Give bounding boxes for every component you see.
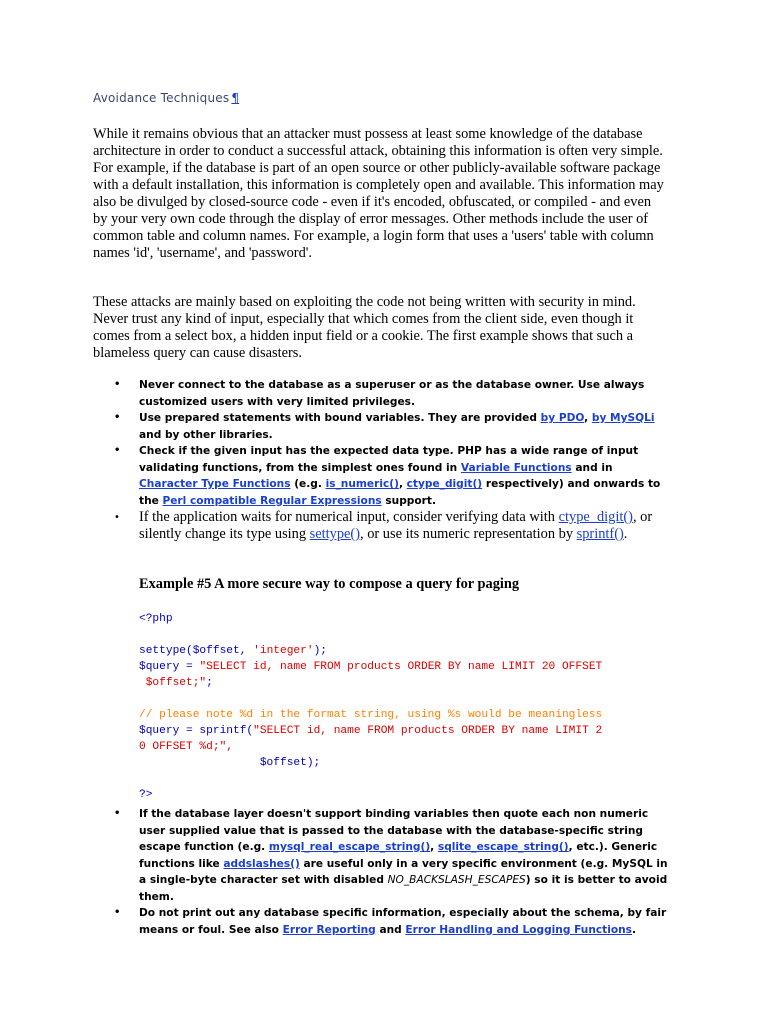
list-item: • If the application waits for numerical input, consider verifying data with ctype_digit(), or silently change its type using settype(), or use its numeric representation by sprintf(). xyxy=(114,509,653,542)
link-sqlite-escape-string[interactable]: sqlite_escape_string() xyxy=(437,841,569,853)
link-error-handling[interactable]: Error Handling and Logging Functions xyxy=(405,923,632,936)
link-mysqli[interactable]: by MySQLi xyxy=(591,412,655,424)
heading-text: Avoidance Techniques xyxy=(93,91,230,105)
section-heading xyxy=(93,91,239,105)
link-pdo[interactable]: by PDO xyxy=(540,412,585,424)
code-example: <?php settype($offset, 'integer'); $query = "SELECT id, name FROM products ORDER BY name LIMIT 20 OFFSET $offset;"; // please note %d in the format string, using %s would be meaningless $query = sprintf("SELECT id, name FROM products ORDER BY name LIMIT 2 0 OFFSET %d;", $offset); ?> xyxy=(139,613,603,801)
list-item: • Check if the given input has the expected data type. PHP has a wide range of input validating functions, from the simplest ones found in Variable Functions and in Character Type Functions (e.g. is_numeric(), ctype_digit() respectively) and onwards to the Perl compatible Regular Expressions support. xyxy=(114,445,661,507)
link-error-reporting[interactable]: Error Reporting xyxy=(282,923,376,936)
link-sprintf[interactable]: sprintf() xyxy=(576,526,624,542)
link-mysql-real-escape-string[interactable]: mysql_real_escape_string() xyxy=(268,841,431,853)
link-pcre[interactable]: Perl compatible Regular Expressions xyxy=(162,494,382,507)
list-item: • Use prepared statements with bound variables. They are provided by PDO, by MySQLi and by other libraries. xyxy=(114,412,655,441)
attacks-paragraph: These attacks are mainly based on exploiting the code not being written with security in mind. Never trust any kind of input, especially that which comes from the client side, even though it comes from a select box, a hidden input field or a cookie. The first example shows that such a blameless query can cause disasters. xyxy=(93,294,636,361)
advice-list-1 xyxy=(0,377,669,543)
list-item: • Do not print out any database specific information, especially about the schema, by fair means or foul. See also Error Reporting and Error Handling and Logging Functions. xyxy=(114,907,667,936)
advice-list-2 xyxy=(0,806,669,938)
list-item: • If the database layer doesn't support binding variables then quote each non numeric user supplied value that is passed to the database with the database-specific string escape function (e.g. mysql_real_escape_string(), sqlite_escape_string(), etc.). Generic functions like addslashes() are useful only in a very specific environment (e.g. MySQL in a single-byte character set with disabled NO_BACKSLASH_ESCAPES) so it is better to avoid them. xyxy=(114,808,668,903)
permalink-pilcrow[interactable]: ¶ xyxy=(231,91,240,105)
intro-paragraph: While it remains obvious that an attacker must possess at least some knowledge of the database architecture in order to conduct a successful attack, obtaining this information is often very simple. For example, if the database is part of an open source or other publicly-available software package with a default installation, this information is completely open and available. This information may also be divulged by closed-source code - even if it's encoded, obfuscated, or compiled - and even by your very own code through the display of error messages. Other methods include the user of common table and column names. For example, a login form that uses a 'users' table with column names 'id', 'username', and 'password'. xyxy=(93,126,664,261)
bullet: • xyxy=(114,808,121,819)
link-settype[interactable]: settype() xyxy=(309,526,361,542)
bullet: • xyxy=(114,412,121,423)
bullet: • xyxy=(114,907,121,918)
link-character-type-functions[interactable]: Character Type Functions xyxy=(139,478,291,490)
bullet: • xyxy=(114,445,121,456)
link-ctype-digit[interactable]: ctype_digit() xyxy=(406,478,483,490)
link-addslashes[interactable]: addslashes() xyxy=(223,857,300,870)
bullet: • xyxy=(114,512,120,523)
list-item: • Never connect to the database as a superuser or as the database owner. Use always customized users with very limited privileges. xyxy=(114,379,645,408)
link-ctype-digit-2[interactable]: ctype_digit() xyxy=(558,509,633,525)
link-variable-functions[interactable]: Variable Functions xyxy=(460,461,572,474)
link-is-numeric[interactable]: is_numeric() xyxy=(325,478,399,490)
bullet: • xyxy=(114,379,121,390)
example-title: Example #5 A more secure way to compose a query for paging xyxy=(139,576,520,592)
